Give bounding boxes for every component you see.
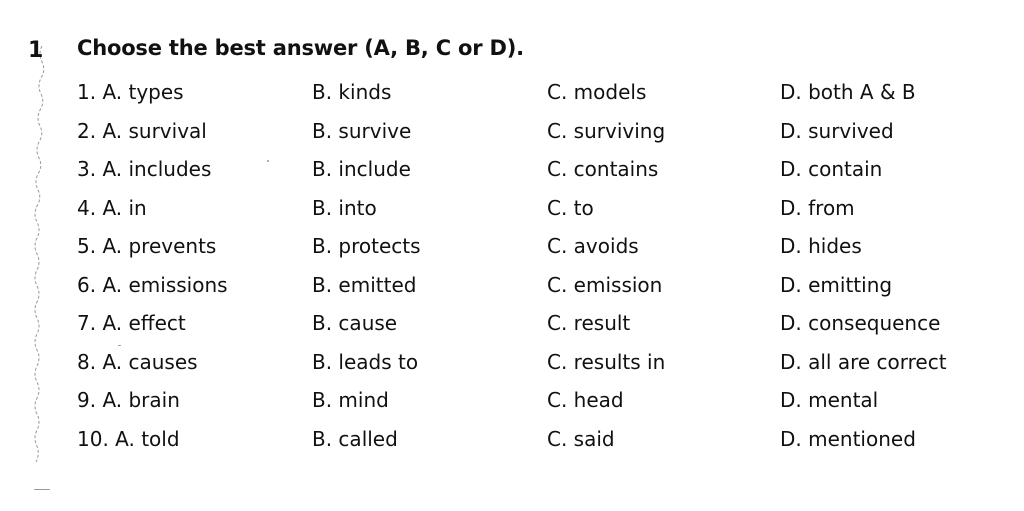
option-c: C. emission — [547, 272, 663, 297]
option-a: 3. A. includes — [77, 157, 212, 181]
option-a: 6. A. emissions — [77, 272, 228, 297]
option-d: D. mental — [780, 388, 879, 412]
option-b: B. protects — [312, 234, 421, 258]
question-row-7 — [77, 307, 977, 346]
question-row-3 — [77, 153, 977, 192]
paper-speck — [118, 345, 121, 346]
option-b: B. emitted — [312, 272, 417, 297]
option-a: 2. A. survival — [77, 118, 207, 143]
option-b: B. kinds — [312, 80, 392, 104]
option-b: B. survive — [312, 118, 412, 143]
option-a: 8. A. causes — [77, 349, 198, 374]
question-row-1 — [77, 76, 977, 115]
option-b: B. include — [312, 157, 411, 181]
option-b: B. leads to — [312, 349, 419, 374]
paper-speck — [267, 160, 269, 162]
option-d: D. both A & B — [780, 80, 916, 104]
question-row-8 — [77, 346, 977, 385]
question-row-6 — [77, 269, 977, 308]
option-a: 4. A. in — [77, 195, 147, 220]
option-c: C. models — [547, 80, 647, 104]
option-d: D. survived — [780, 118, 894, 143]
question-row-10 — [77, 423, 977, 462]
option-a: 7. A. effect — [77, 311, 186, 335]
option-d: D. contain — [780, 157, 883, 181]
answer-options-table — [77, 76, 977, 461]
option-b: B. cause — [312, 311, 398, 335]
option-c: C. contains — [547, 157, 659, 181]
option-b: B. called — [312, 426, 398, 451]
option-b: B. into — [312, 195, 377, 220]
exercise-number: 1 — [28, 38, 44, 63]
option-d: D. consequence — [780, 311, 941, 335]
option-c: C. to — [547, 195, 594, 220]
question-row-2 — [77, 115, 977, 154]
question-row-9 — [77, 384, 977, 423]
exercise-instruction: Choose the best answer (A, B, C or D). — [77, 36, 524, 60]
option-c: C. result — [547, 311, 631, 335]
option-c: C. head — [547, 388, 624, 412]
option-b: B. mind — [312, 388, 389, 412]
option-a: 1. A. types — [77, 80, 184, 104]
option-d: D. mentioned — [780, 426, 916, 451]
option-a: 5. A. prevents — [77, 234, 217, 258]
option-d: D. emitting — [780, 272, 893, 297]
paper-speck — [34, 489, 50, 490]
option-d: D. all are correct — [780, 349, 947, 374]
option-c: C. said — [547, 426, 615, 451]
question-row-5 — [77, 230, 977, 269]
option-d: D. hides — [780, 234, 862, 258]
option-a: 10. A. told — [77, 426, 180, 451]
option-d: D. from — [780, 195, 855, 220]
question-row-4 — [77, 192, 977, 231]
option-c: C. results in — [547, 349, 666, 374]
option-a: 9. A. brain — [77, 388, 180, 412]
option-c: C. surviving — [547, 118, 666, 143]
torn-paper-edge — [28, 40, 50, 480]
option-c: C. avoids — [547, 234, 639, 258]
